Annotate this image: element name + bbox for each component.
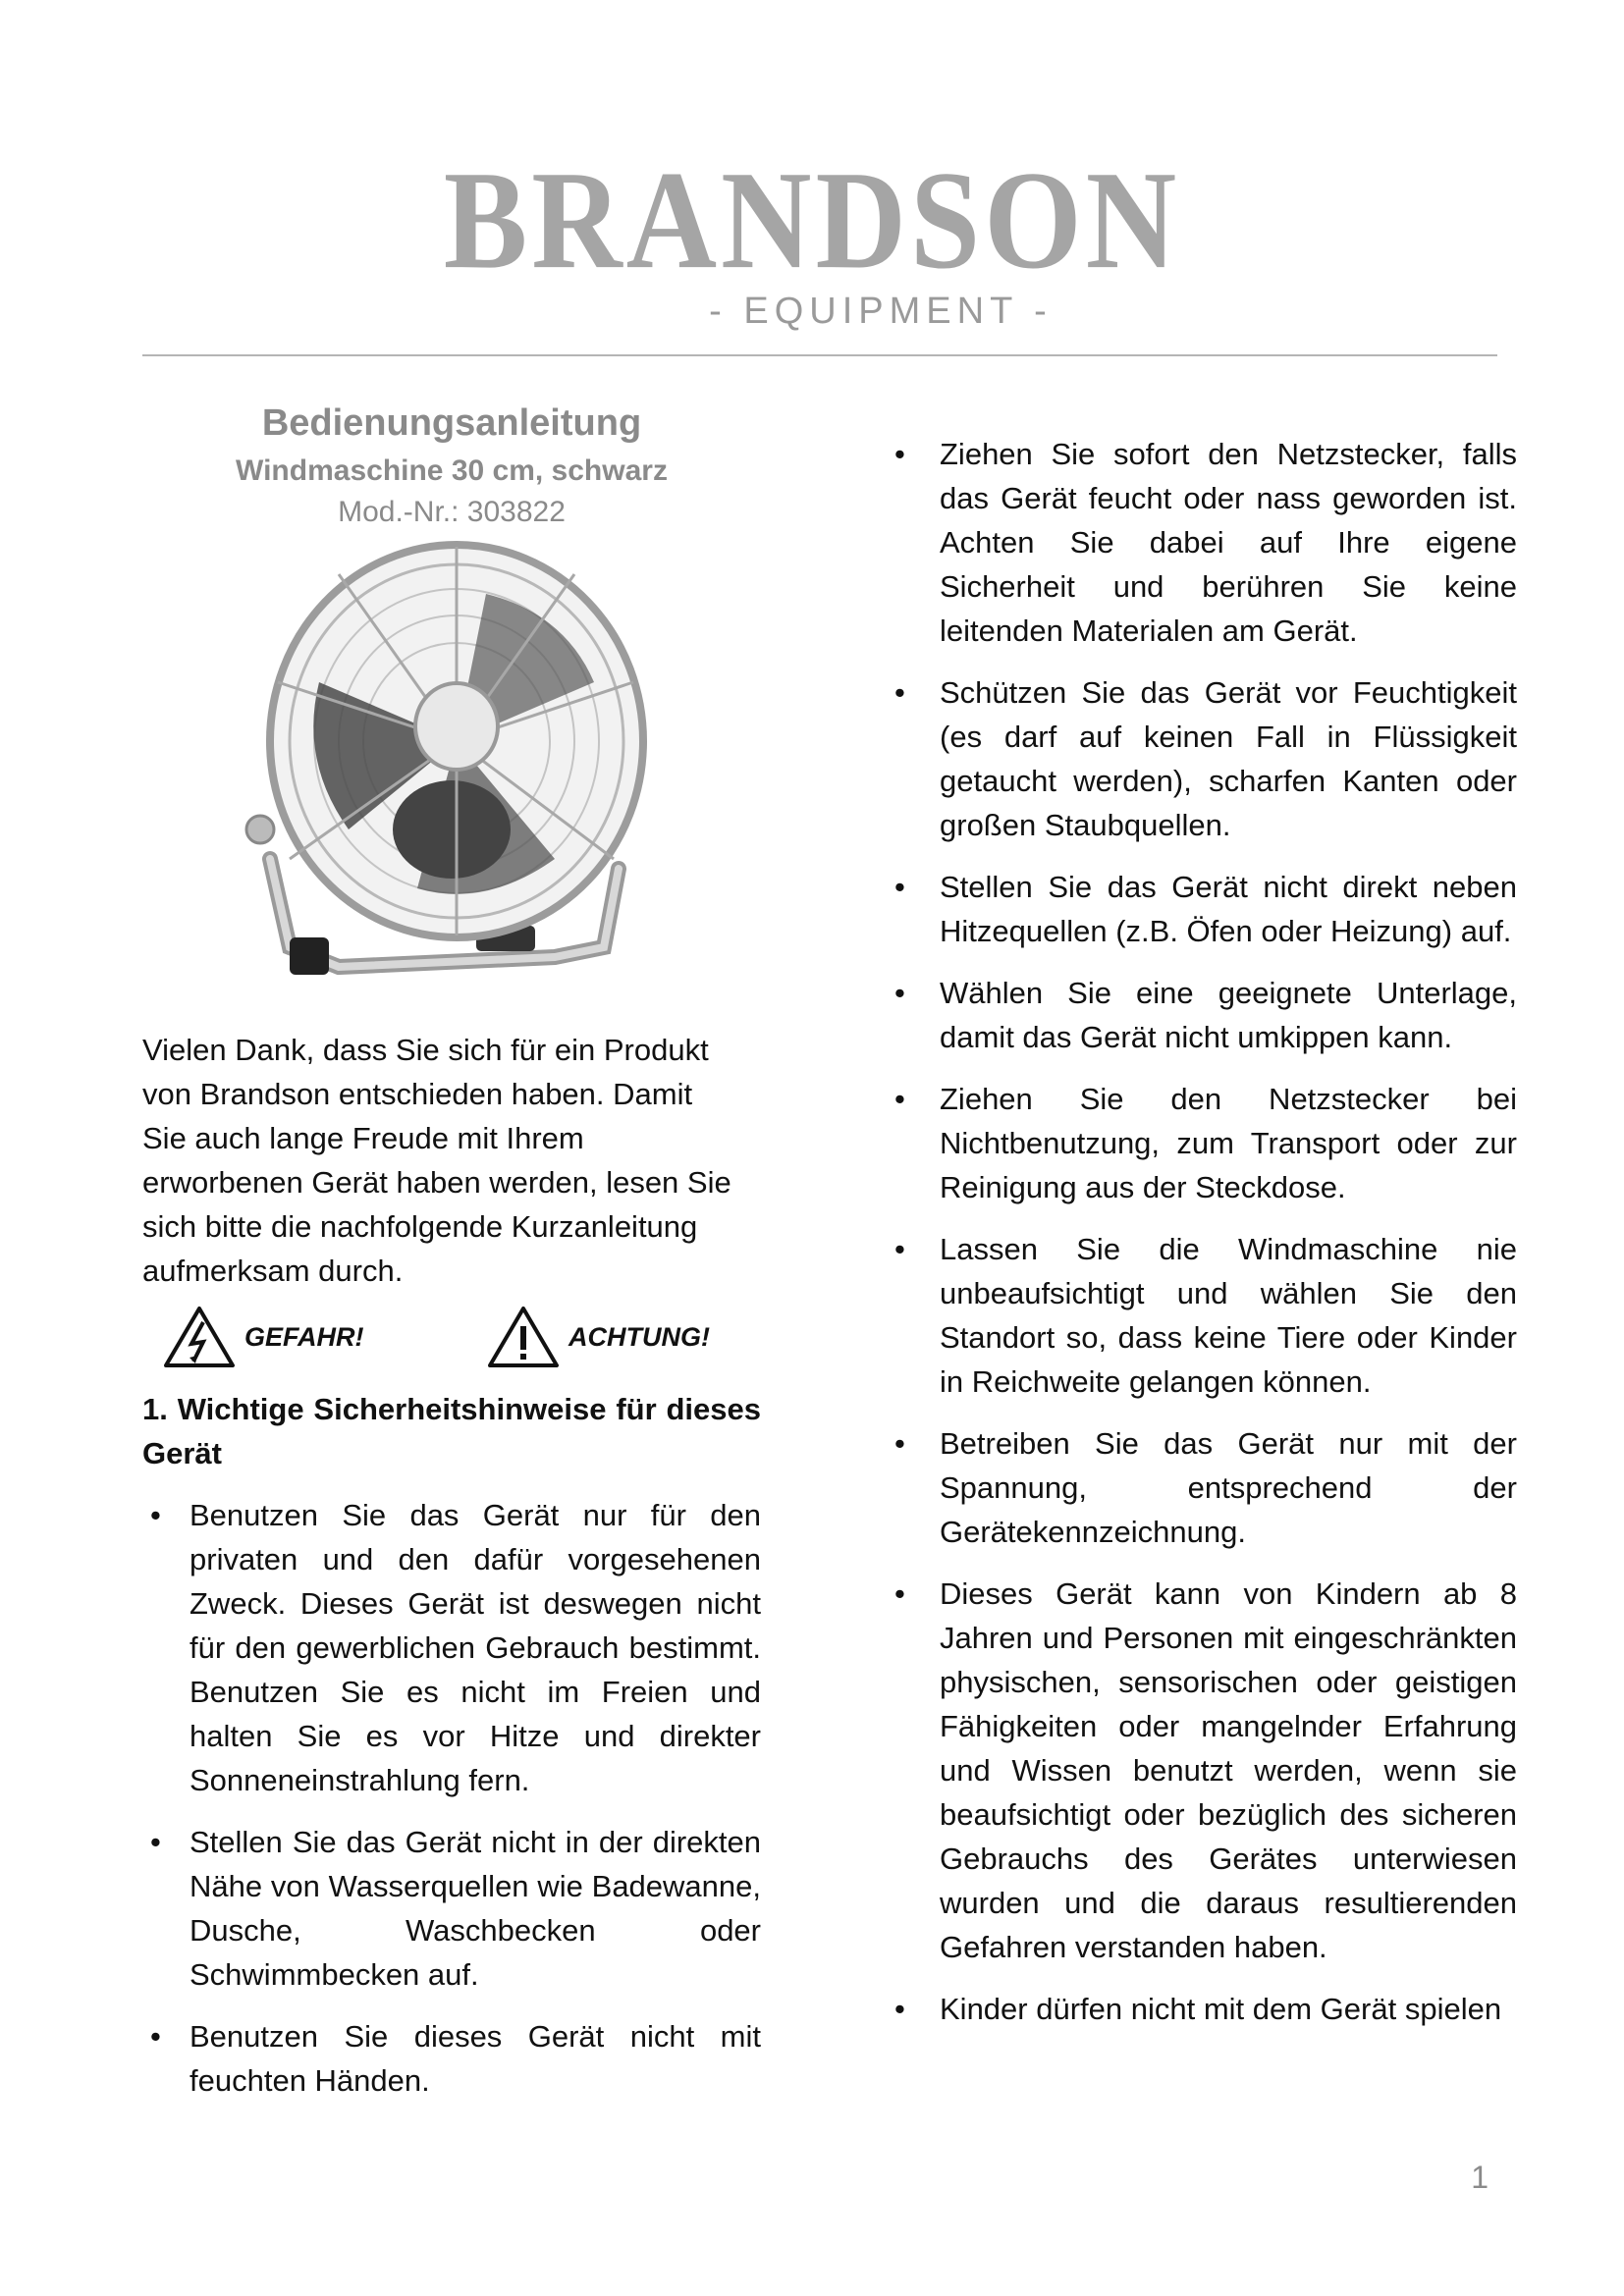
page-number: 1 — [1471, 2160, 1489, 2195]
list-item: • Benutzen Sie das Gerät nur für den privaten und den dafür vorgesehenen Zweck. Dieses Gerät ist deswegen nicht für den gewerblichen Gebrauch bestimmt. Benutzen Sie es nicht im Freien und halten Sie es vor Hitze und direkter Sonneneinstrahlung fern. — [142, 1493, 761, 1802]
brand-logo — [0, 141, 1624, 333]
section-heading: 1. Wichtige Sicherheitshinweise für dieses Gerät — [142, 1392, 761, 1470]
caution-warning — [486, 1305, 710, 1369]
list-item: • Stellen Sie das Gerät nicht direkt neben Hitzequellen (z.B. Öfen oder Heizung) auf. — [889, 865, 1517, 953]
list-item: • Stellen Sie das Gerät nicht in der direkten Nähe von Wasserquellen wie Badewanne, Dusche, Waschbecken oder Schwimmbecken auf. — [142, 1820, 761, 1997]
product-image — [142, 535, 761, 1006]
logo-brand-text: BRANDSON — [443, 141, 1181, 298]
list-item: • Benutzen Sie dieses Gerät nicht mit feuchten Händen. — [142, 2014, 761, 2103]
list-item: • Schützen Sie das Gerät vor Feuchtigkeit (es darf auf keinen Fall in Flüssigkeit getaucht werden), scharfen Kanten oder großen Staubquellen. — [889, 670, 1517, 847]
list-item: • Dieses Gerät kann von Kindern ab 8 Jahren und Personen mit eingeschränkten physischen, sensorischen oder geistigen Fähigkeiten oder mangelnder Erfahrung und Wissen benutzt werden, wenn sie beaufsichtigt oder bezüglich des sicheren Gebrauchs des Gerätes unterwiesen wurden und die daraus resultierenden Gefahren verstanden haben. — [889, 1572, 1517, 1969]
intro-text: Vielen Dank, dass Sie sich für ein Produkt von Brandson entschieden haben. Damit Sie auch lange Freude mit Ihrem erworbenen Gerät haben werden, lesen Sie sich bitte die nachfolgende Kurzanleitung aufmerksam durch. — [142, 1033, 731, 1288]
safety-list-right — [889, 432, 1517, 2031]
exclamation-warning-icon — [486, 1305, 561, 1369]
right-column — [889, 432, 1517, 2049]
left-column — [142, 402, 761, 2120]
product-name: Windmaschine 30 cm, schwarz — [236, 454, 668, 487]
header-divider — [142, 354, 1497, 356]
list-item: • Wählen Sie eine geeignete Unterlage, damit das Gerät nicht umkippen kann. — [889, 971, 1517, 1059]
electrical-hazard-icon — [162, 1305, 237, 1369]
danger-warning — [162, 1305, 364, 1369]
list-item: • Betreiben Sie das Gerät nur mit der Spannung, entsprechend der Gerätekennzeichnung. — [889, 1421, 1517, 1554]
list-item: • Ziehen Sie sofort den Netzstecker, falls das Gerät feucht oder nass geworden ist. Achten Sie dabei auf Ihre eigene Sicherheit und berühren Sie keine leitenden Materialen am Gerät. — [889, 432, 1517, 653]
list-item: • Ziehen Sie den Netzstecker bei Nichtbenutzung, zum Transport oder zur Reinigung aus der Steckdose. — [889, 1077, 1517, 1209]
warning-symbols — [142, 1305, 761, 1383]
danger-label: GEFAHR! — [244, 1321, 364, 1352]
caution-label: ACHTUNG! — [568, 1321, 710, 1352]
logo-subtitle: - EQUIPMENT - — [709, 291, 1053, 332]
list-item: • Lassen Sie die Windmaschine nie unbeaufsichtigt und wählen Sie den Standort so, dass keine Tiere oder Kinder in Reichweite gelangen können. — [889, 1227, 1517, 1404]
list-item: • Kinder dürfen nicht mit dem Gerät spielen — [889, 1987, 1517, 2031]
fan-illustration — [231, 535, 663, 996]
document-title: Bedienungsanleitung — [261, 402, 642, 444]
model-number: Mod.-Nr.: 303822 — [338, 496, 566, 528]
safety-list-left — [142, 1493, 761, 2103]
